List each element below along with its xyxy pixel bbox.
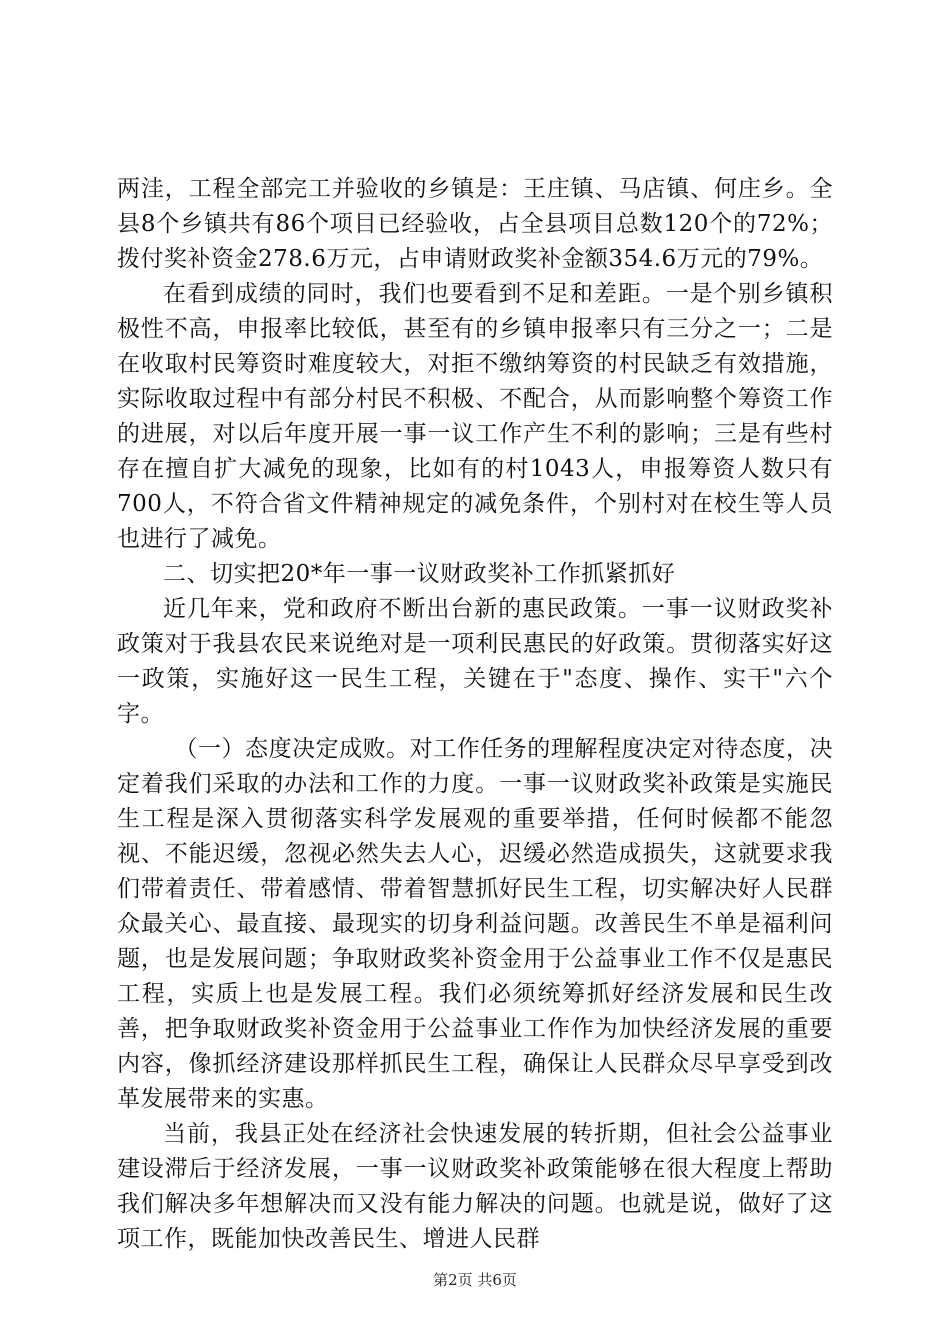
paragraph-acceptance-stats: 两洼，工程全部完工并验收的乡镇是：王庄镇、马店镇、何庄乡。全县8个乡镇共有86个项目已经验收，占全县项目总数120个的72%；拨付奖补资金278.6万元，占申请财政奖补金额354.6万元的79%。 [117,176,833,272]
paragraph-current-situation: 当前，我县正处在经济社会快速发展的转折期，但社会公益事业建设滞后于经济发展，一事一议财政奖补政策能够在很大程度上帮助我们解决多年想解决而又没有能力解决的问题。也就是说，做好了这项工作，既能加快改善民生、增进人民群 [117,1121,833,1252]
paragraph-attitude: （一）态度决定成败。对工作任务的理解程度决定对待态度，决定着我们采取的办法和工作的力度。一事一议财政奖补政策是实施民生工程是深入贯彻落实科学发展观的重要举措，任何时候都不能忽视、不能迟缓，忽视必然失去人心，迟缓必然造成损失，这就要求我们带着责任、带着感情、带着智慧抓好民生工程，切实解决好人民群众最关心、最直接、最现实的切身利益问题。改善民生不单是福利问题，也是发展问题；争取财政奖补资金用于公益事业工作不仅是惠民工程，实质上也是发展工程。我们必须统筹抓好经济发展和民生改善，把争取财政奖补资金用于公益事业工作作为加快经济发展的重要内容，像抓经济建设那样抓民生工程，确保让人民群众尽早享受到改革发展带来的实惠。 [117,736,833,1112]
section-heading-2: 二、切实把20*年一事一议财政奖补工作抓紧抓好 [163,561,676,587]
document-body [117,172,833,1257]
page-footer: 第2页 共6页 [433,1271,517,1289]
paragraph-shortcomings: 在看到成绩的同时，我们也要看到不足和差距。一是个别乡镇积极性不高，申报率比较低，甚至有的乡镇申报率只有三分之一；二是在收取村民筹资时难度较大，对拒不缴纳筹资的村民缺乏有效措施，实际收取过程中有部分村民不积极、不配合，从而影响整个筹资工作的进展，对以后年度开展一事一议工作产生不利的影响；三是有些村存在擅自扩大减免的现象，比如有的村1043人，申报筹资人数只有700人，不符合省文件精神规定的减免条件，个别村对在校生等人员也进行了减免。 [117,281,833,552]
paragraph-policy-intro: 近几年来，党和政府不断出台新的惠民政策。一事一议财政奖补政策对于我县农民来说绝对是一项利民惠民的好政策。贯彻落实好这一政策，实施好这一民生工程，关键在于"态度、操作、实干"六个字。 [117,596,833,727]
